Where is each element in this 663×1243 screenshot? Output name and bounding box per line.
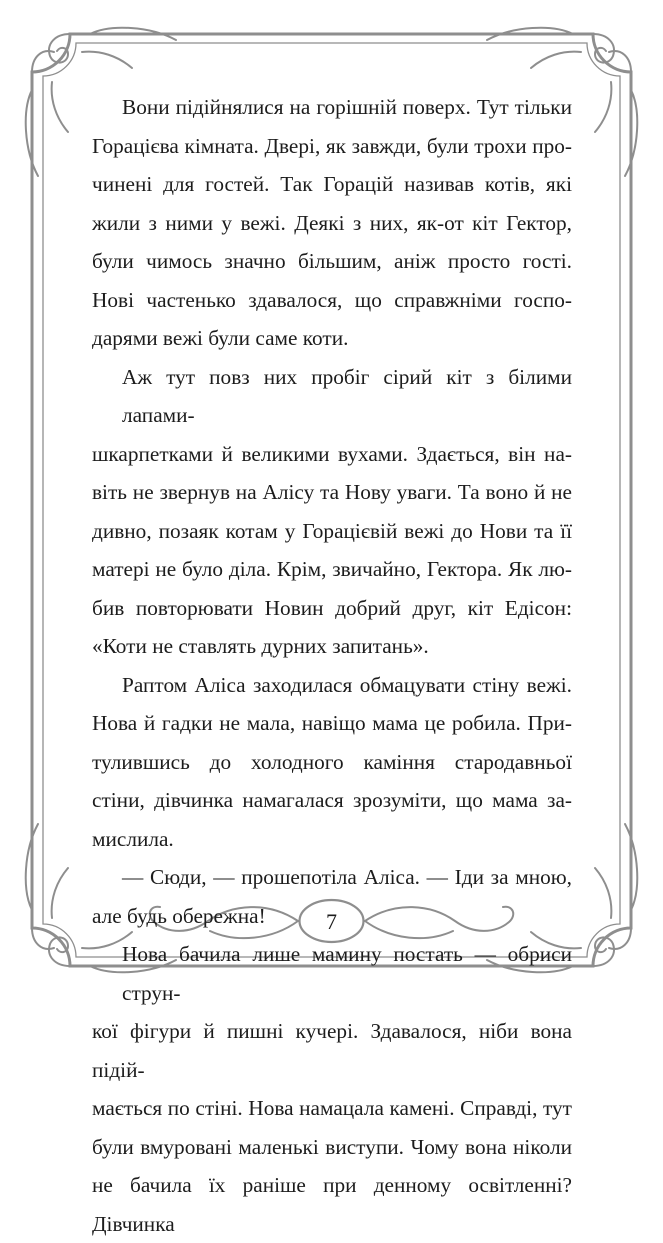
paragraph: Вони підійнялися на горішній поверх. Тут тільки Горацієва кімната. Двері, як завжди, були трохи про- чинені для гостей. Так Горацій називав котів, які жили з ними у вежі. Деякі з них, як-от кіт Гектор, були чимось значно більшим, аніж просто гості. Нові частенько здавалося, що справжніми госпо- дарями вежі були саме коти.	[92, 95, 572, 350]
paragraph: Аж тут повз них пробіг сірий кіт з білими лапами- шкарпетками й великими вухами. Здається, він на- віть не звернув на Алісу та Нову уваги. Та воно й не дивно, позаяк котам у Горацієвій вежі до Нови та її матері не було діла. Крім, звичайно, Гектора. Як лю- бив повторювати Новин добрий друг, кіт Едісон: «Коти не ставлять дурних запитань».	[92, 364, 572, 658]
paragraph: Раптом Аліса заходилася обмацувати стіну вежі. Нова й гадки не мала, навіщо мама це робила. При- тулившись до холодного каміння стародавньої стіни, дівчинка намагалася зрозуміти, що мама за- мислила.	[92, 672, 572, 851]
page-number: 7	[326, 909, 337, 934]
page-text	[92, 88, 572, 1243]
paragraph: — Сюди, — прошепотіла Аліса. — Іди за мною, але будь обережна!	[92, 865, 572, 928]
paragraph: Нова бачила лише мамину постать — обриси струн- кої фігури й пишні кучері. Здавалося, ніби вона підій- мається по стіні. Нова намацала камені. Справді, тут були вмуровані маленькі виступи. Чому вона ніколи не бачила їх раніше при денному освітленні? Дівчинка	[92, 942, 572, 1236]
